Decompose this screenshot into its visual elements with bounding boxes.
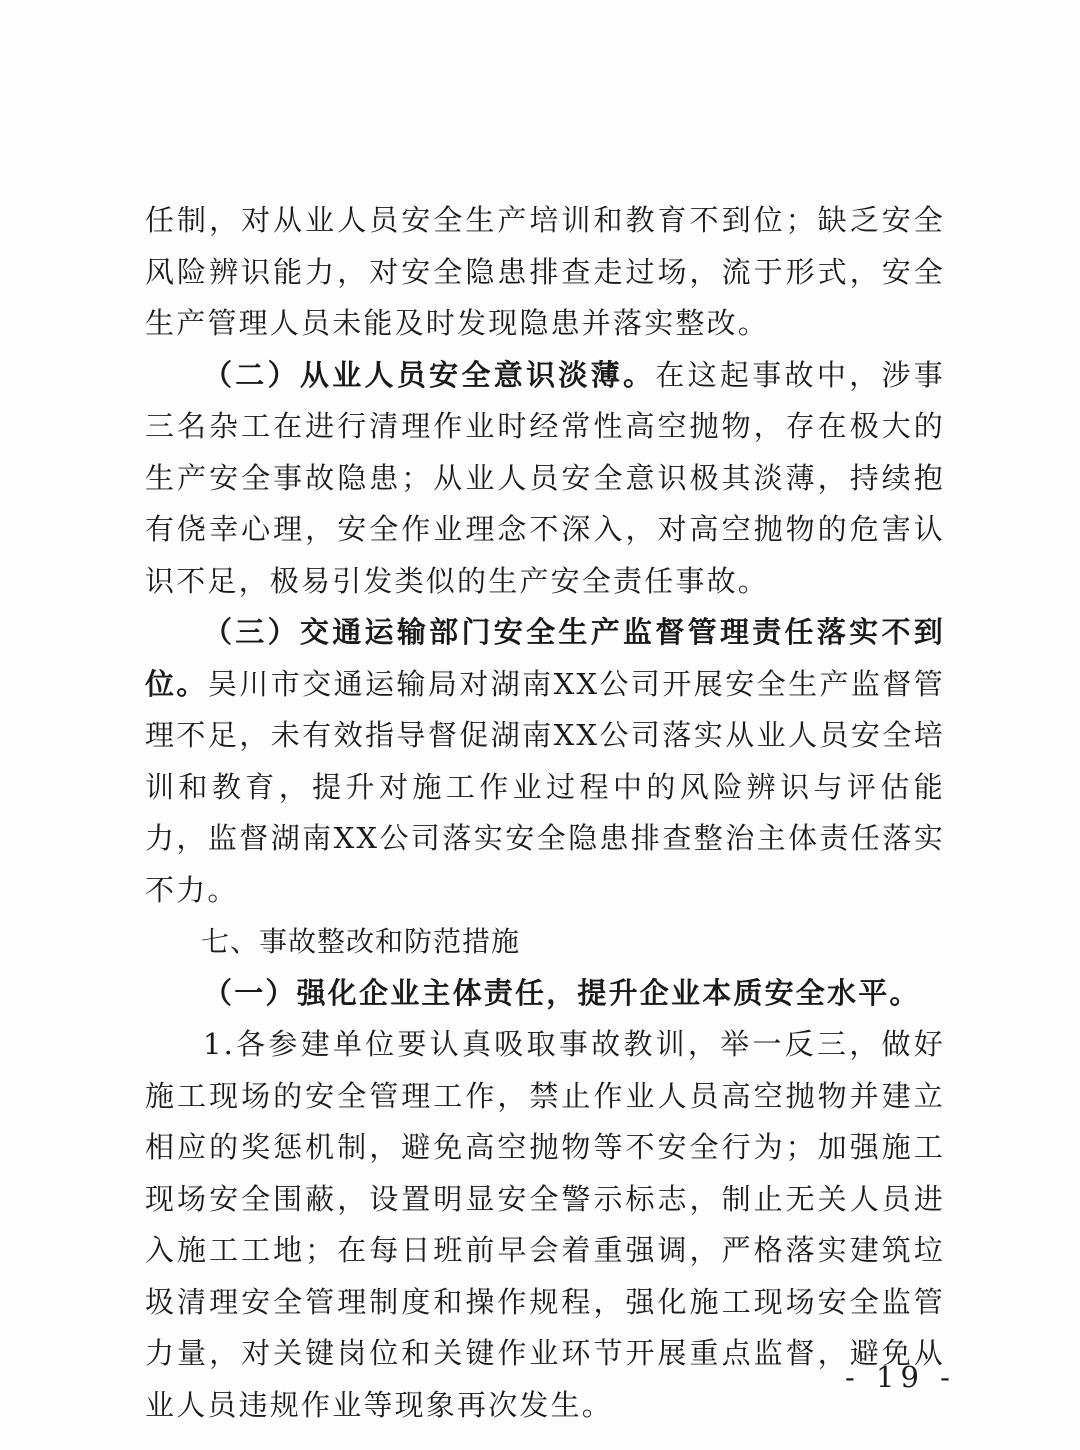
document-body bbox=[145, 195, 945, 1431]
paragraph-supervision bbox=[145, 607, 945, 916]
subsection-heading: （一）强化企业主体责任，提升企业本质安全水平。 bbox=[203, 975, 921, 1010]
paragraph-text: 在这起事故中，涉事三名杂工在进行清理作业时经常性高空抛物，存在极大的生产安全事故隐患；从业人员安全意识极其淡薄，持续抱有侥幸心理，安全作业理念不深入，对高空抛物的危害认识不足，极易引发类似的生产安全责任事故。 bbox=[145, 357, 945, 598]
page-number: - 19 - bbox=[845, 1360, 956, 1394]
paragraph-text: 吴川市交通运输局对湖南XX公司开展安全生产监督管理不足，未有效指导督促湖南XX公司落实从业人员安全培训和教育，提升对施工作业过程中的风险辨识与评估能力，监督湖南XX公司落实安全隐患排查整治主体责任落实不力。 bbox=[145, 666, 945, 907]
paragraph-measures: 1.各参建单位要认真吸取事故教训，举一反三，做好施工现场的安全管理工作，禁止作业人员高空抛物并建立相应的奖惩机制，避免高空抛物等不安全行为；加强施工现场安全围蔽，设置明显安全警示标志，制止无关人员进入施工工地；在每日班前早会着重强调，严格落实建筑垃圾清理安全管理制度和操作规程，强化施工现场安全监管力量，对关键岗位和关键作业环节开展重点监督，避免从业人员违规作业等现象再次发生。 bbox=[145, 1027, 945, 1422]
paragraph-heading: （二）从业人员安全意识淡薄。 bbox=[203, 357, 656, 392]
section-heading: 七、事故整改和防范措施 bbox=[201, 925, 521, 958]
paragraph-safety-awareness bbox=[145, 350, 945, 608]
paragraph-continued: 任制，对从业人员安全生产培训和教育不到位；缺乏安全风险辨识能力，对安全隐患排查走过场，流于形式，安全生产管理人员未能及时发现隐患并落实整改。 bbox=[145, 203, 945, 340]
paragraph-heading: （三）交通运输部门安全生产监督管理责任落实不到位。 bbox=[145, 615, 945, 701]
